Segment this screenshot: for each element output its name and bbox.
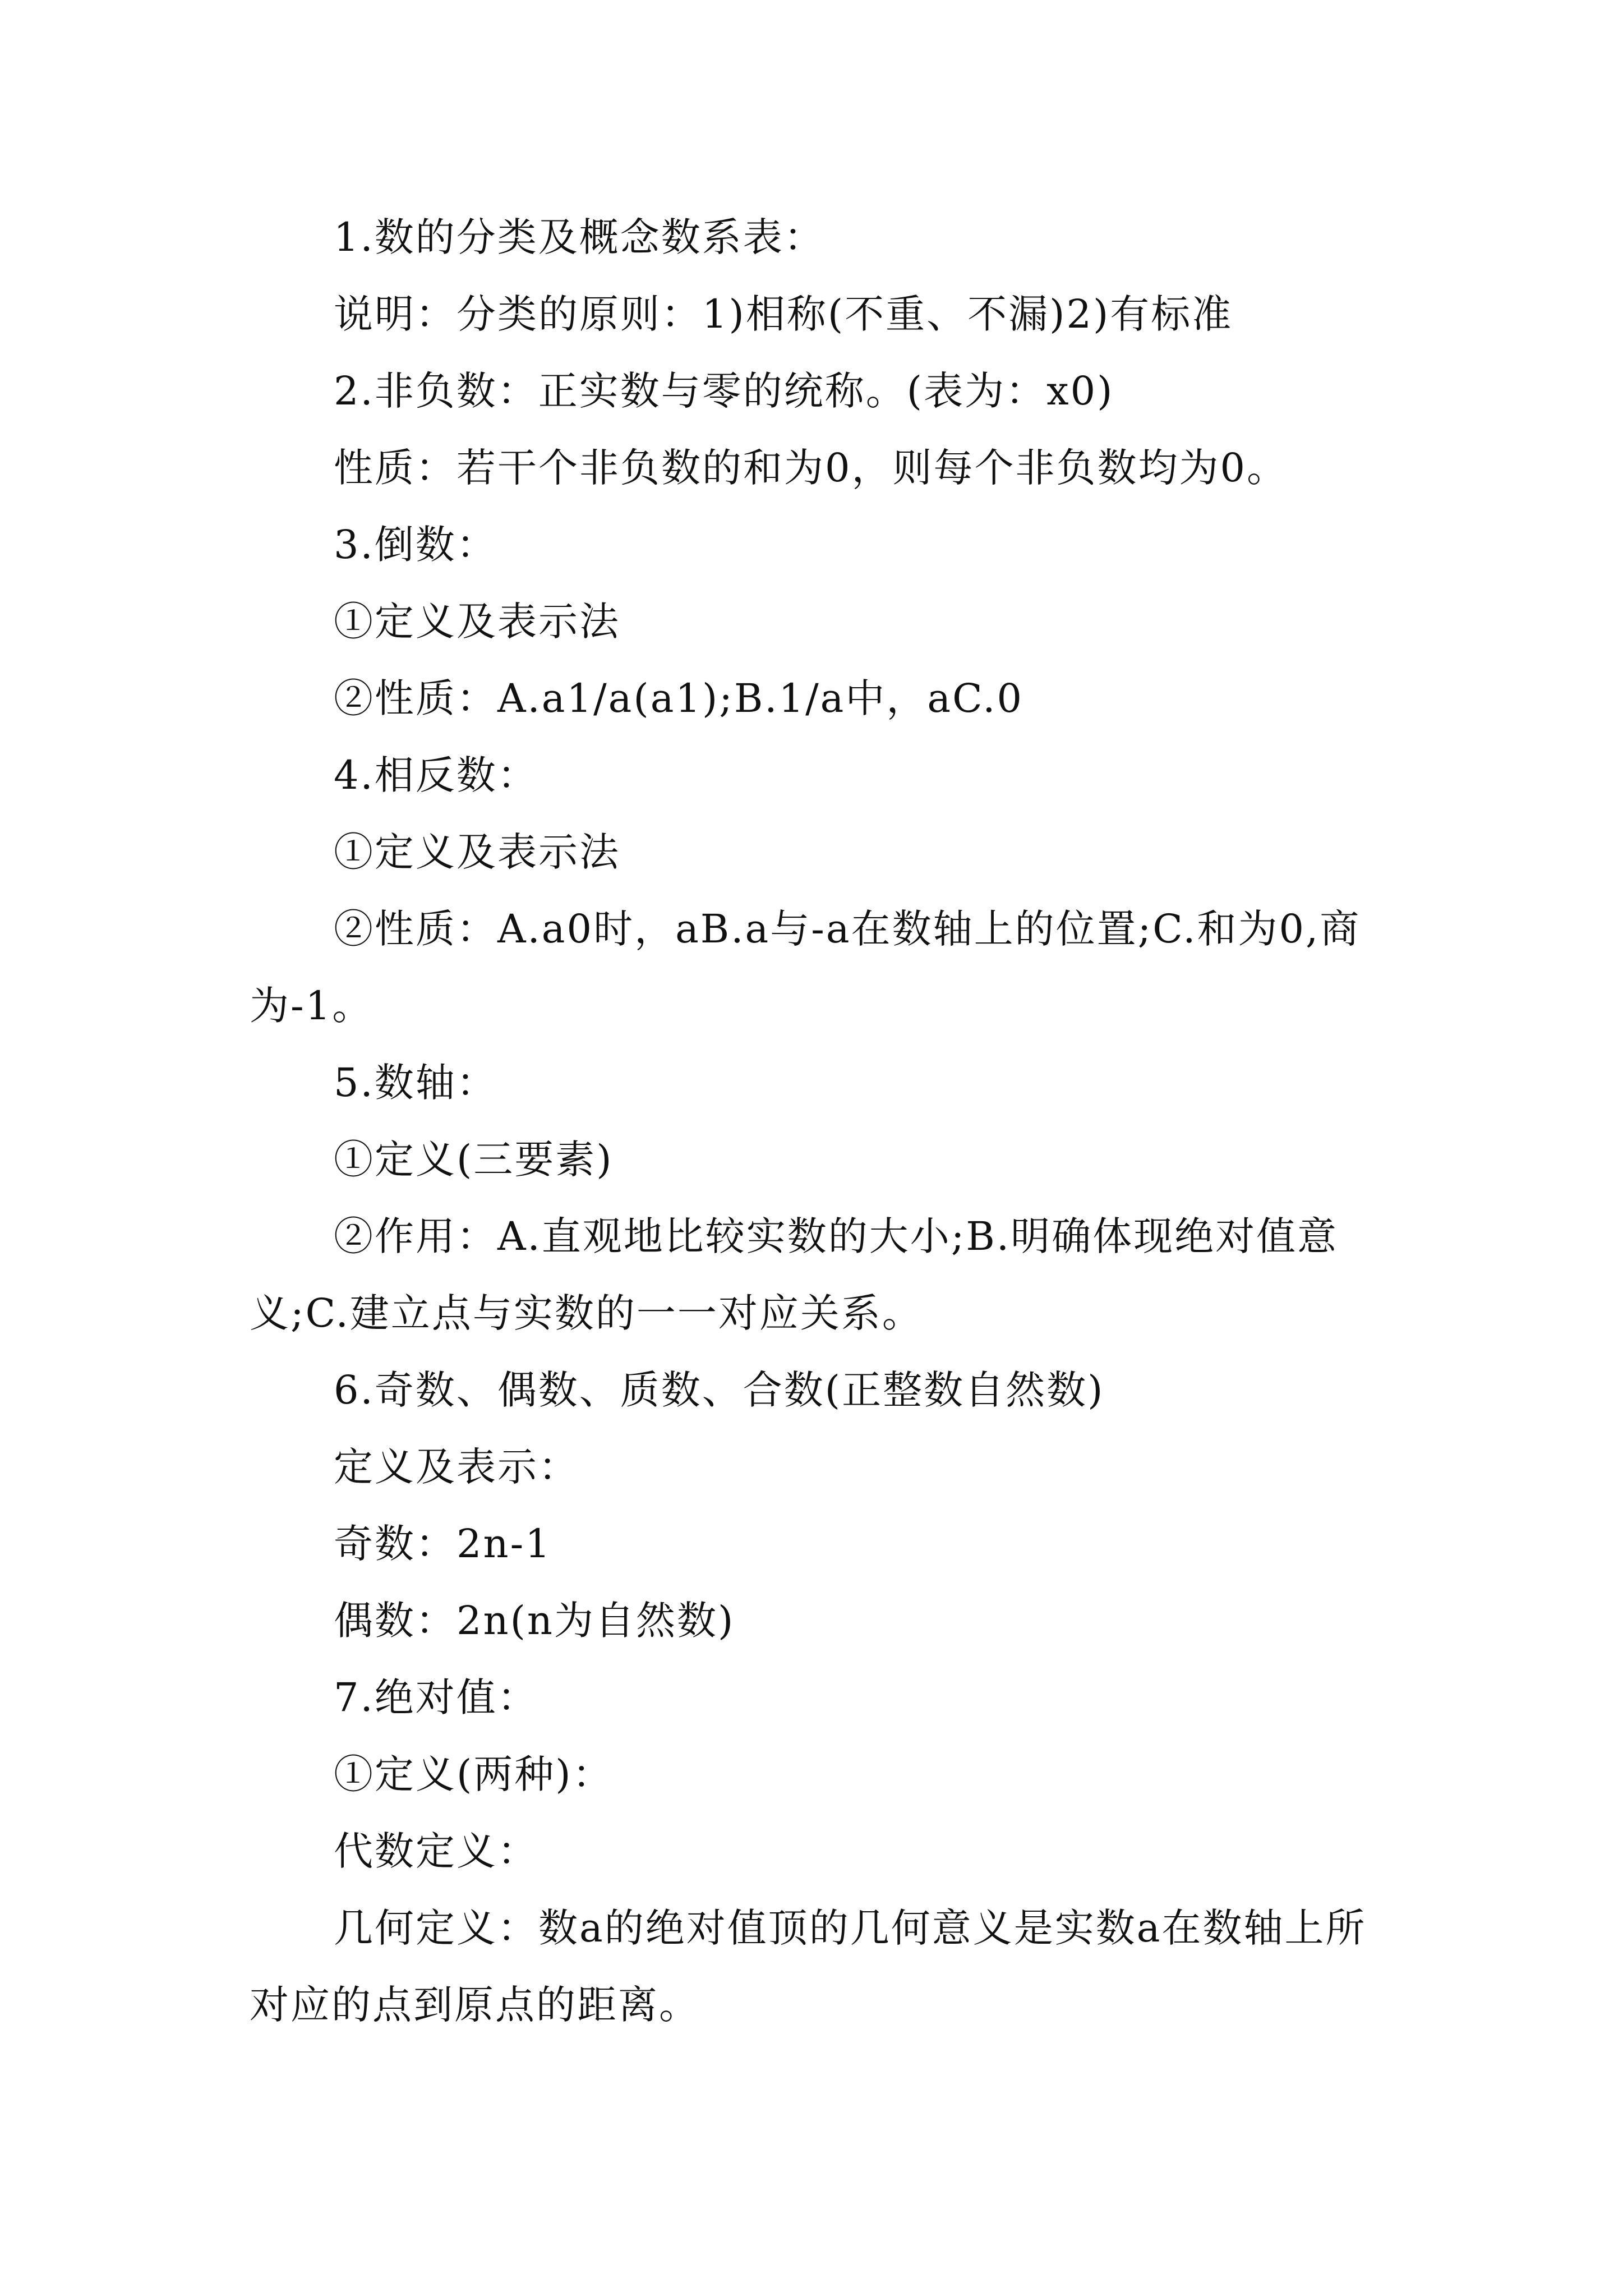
paragraph-opposite-heading: 4.相反数： xyxy=(334,752,538,798)
paragraph-absolute-value-definition: ①定义(两种)： xyxy=(334,1751,614,1797)
paragraph-absolute-value-heading: 7.绝对值： xyxy=(334,1674,538,1720)
paragraph-number-classification: 1.数的分类及概念数系表： xyxy=(334,214,825,260)
paragraph-non-negative-property: 性质：若干个非负数的和为0，则每个非负数均为0。 xyxy=(334,445,1288,491)
paragraph-non-negative-definition: 2.非负数：正实数与零的统称。(表为：x0) xyxy=(334,368,1114,414)
paragraph-number-line-usage: ②作用：A.直观地比较实数的大小;B.明确体现绝对值意义;C.建立点与实数的一一对应关系。 xyxy=(250,1213,1339,1336)
paragraph-reciprocal-property: ②性质：A.a1/a(a1);B.1/a中，aC.0 xyxy=(334,675,1023,721)
paragraph-reciprocal-heading: 3.倒数： xyxy=(334,522,497,568)
document-body xyxy=(250,199,1382,2044)
paragraph-number-line-heading: 5.数轴： xyxy=(334,1060,497,1106)
paragraph-reciprocal-definition: ①定义及表示法 xyxy=(334,599,620,645)
paragraph-opposite-definition: ①定义及表示法 xyxy=(334,829,620,875)
paragraph-even-number: 偶数：2n(n为自然数) xyxy=(334,1598,735,1644)
paragraph-geometric-definition: 几何定义：数a的绝对值顶的几何意义是实数a在数轴上所对应的点到原点的距离。 xyxy=(250,1905,1367,2028)
paragraph-opposite-property: ②性质：A.a0时，aB.a与-a在数轴上的位置;C.和为0,商为-1。 xyxy=(250,906,1361,1029)
paragraph-odd-number: 奇数：2n-1 xyxy=(334,1521,552,1567)
paragraph-number-types-definition: 定义及表示： xyxy=(334,1444,579,1490)
paragraph-number-line-definition: ①定义(三要素) xyxy=(334,1137,614,1182)
paragraph-classification-principle: 说明：分类的原则：1)相称(不重、不漏)2)有标准 xyxy=(334,291,1233,337)
paragraph-number-types-heading: 6.奇数、偶数、质数、合数(正整数自然数) xyxy=(334,1367,1105,1413)
paragraph-algebraic-definition: 代数定义： xyxy=(334,1828,538,1874)
